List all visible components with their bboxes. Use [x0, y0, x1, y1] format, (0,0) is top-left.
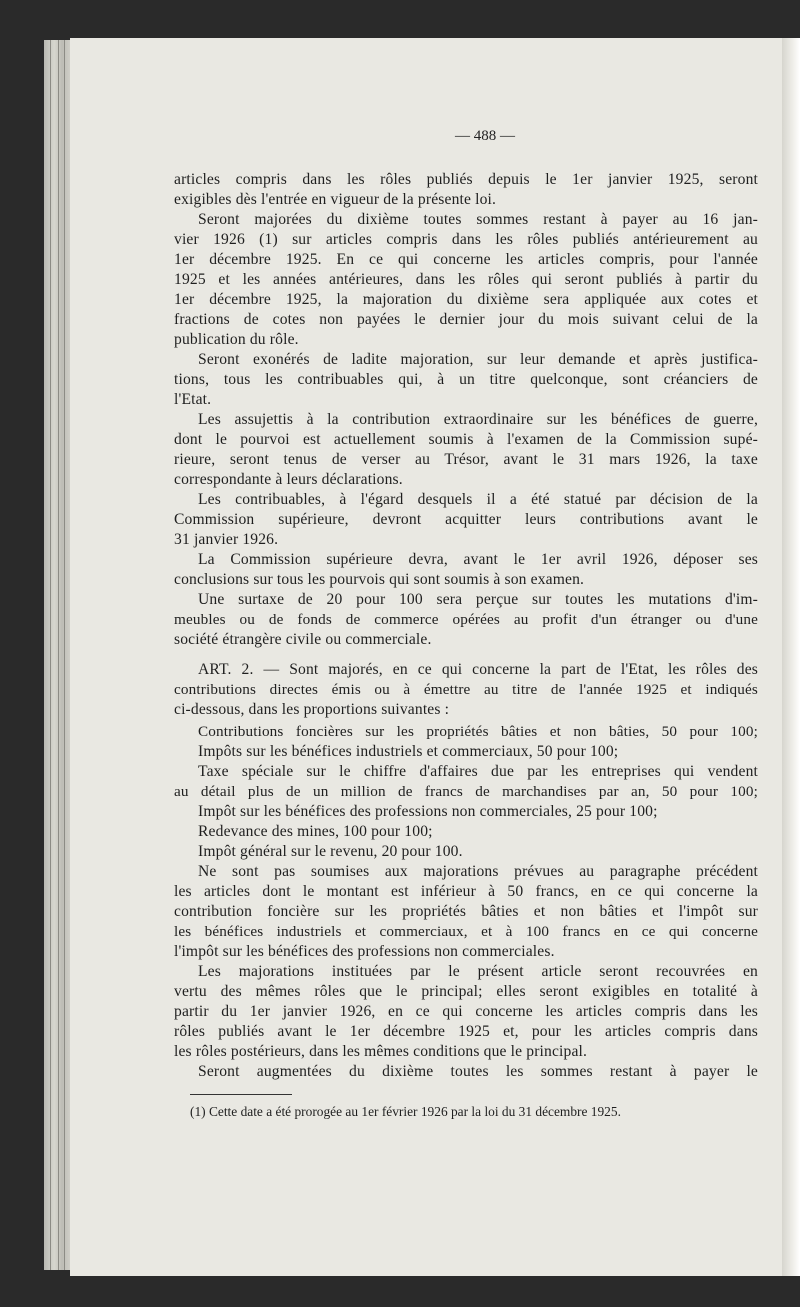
text-line: Une surtaxe de 20 pour 100 sera perçue sur toutes les mutations d'im-: [198, 591, 758, 608]
text-line: Les contribuables, à l'égard desquels il a été statué par décision de la: [198, 491, 758, 508]
text-line: meubles ou de fonds de commerce opérées au profit d'un étranger ou d'une: [174, 611, 758, 628]
text-line: contribution foncière sur les propriétés bâties et non bâties et l'impôt sur: [174, 903, 758, 920]
list-line: Redevance des mines, 100 pour 100;: [198, 823, 433, 840]
text-line: ci-dessous, dans les proportions suivantes :: [174, 701, 450, 718]
text-line: Les assujettis à la contribution extraordinaire sur les bénéfices de guerre,: [198, 411, 758, 428]
list-line: Impôt sur les bénéfices des professions non commerciales, 25 pour 100;: [198, 803, 658, 820]
text-line: Commission supérieure, devront acquitter leurs contributions avant le: [174, 511, 758, 528]
text-line: vertu des mêmes rôles que le principal; elles seront exigibles en totalité à: [174, 983, 758, 1000]
gutter-edge-line: [58, 40, 59, 1270]
text-line: correspondante à leurs déclarations.: [174, 471, 403, 488]
text-line: rieure, seront tenus de verser au Trésor, avant le 31 mars 1926, la taxe: [174, 451, 758, 468]
footnote: (1) Cette date a été prorogée au 1er février 1926 par la loi du 31 décembre 1925.: [190, 1104, 621, 1119]
list-line: Impôt général sur le revenu, 20 pour 100.: [198, 843, 463, 860]
list-line: au détail plus de un million de francs de marchandises par an, 50 pour 100;: [174, 783, 758, 800]
text-line: Ne sont pas soumises aux majorations prévues au paragraphe précédent: [198, 863, 758, 880]
text-line: 1er décembre 1925. En ce qui concerne les articles compris, pour l'année: [174, 251, 758, 268]
text-line: Les majorations instituées par le présent article seront recouvrées en: [198, 963, 758, 980]
text-line: 1er décembre 1925, la majoration du dixième sera appliquée aux cotes et: [174, 291, 758, 308]
list-line: Impôts sur les bénéfices industriels et commerciaux, 50 pour 100;: [198, 743, 619, 760]
page-right-edge: [782, 38, 800, 1276]
book-gutter: [44, 40, 70, 1270]
text-line: articles compris dans les rôles publiés depuis le 1er janvier 1925, seront: [174, 171, 758, 188]
text-line: exigibles dès l'entrée en vigueur de la présente loi.: [174, 191, 497, 208]
text-line: La Commission supérieure devra, avant le 1er avril 1926, déposer ses: [198, 551, 758, 568]
text-line: tions, tous les contribuables qui, à un titre quelconque, sont créanciers de: [174, 371, 758, 388]
text-line: l'Etat.: [174, 391, 212, 408]
list-line: Taxe spéciale sur le chiffre d'affaires due par les entreprises qui vendent: [198, 763, 758, 780]
text-line: société étrangère civile ou commerciale.: [174, 631, 432, 648]
text-line: 1925 et les années antérieures, dans les rôles qui seront publiés à partir du: [174, 271, 758, 288]
text-line: vier 1926 (1) sur articles compris dans les rôles publiés antérieurement au: [174, 231, 758, 248]
text-line: les rôles postérieurs, dans les mêmes conditions que le principal.: [174, 1043, 588, 1060]
text-line: Seront augmentées du dixième toutes les sommes restant à payer le: [198, 1063, 758, 1080]
gutter-edge-line: [50, 40, 51, 1270]
footnote-rule: [190, 1094, 292, 1095]
text-line: conclusions sur tous les pourvois qui sont soumis à son examen.: [174, 571, 585, 588]
text-line: fractions de cotes non payées le dernier jour du mois suivant celui de la: [174, 311, 758, 328]
text-line: Seront exonérés de ladite majoration, sur leur demande et après justifica-: [198, 351, 758, 368]
text-line: contributions directes émis ou à émettre au titre de l'année 1925 et indiqués: [174, 681, 758, 698]
text-line: l'impôt sur les bénéfices des professions non commerciales.: [174, 943, 555, 960]
text-line: les articles dont le montant est inférieur à 50 francs, en ce qui concerne la: [174, 883, 758, 900]
text-line: Seront majorées du dixième toutes sommes restant à payer au 16 jan-: [198, 211, 758, 228]
text-line: les bénéfices industriels et commerciaux, et à 100 francs en ce qui concerne: [174, 923, 758, 940]
text-line: publication du rôle.: [174, 331, 299, 348]
text-line: partir du 1er janvier 1926, en ce qui concerne les articles compris dans les: [174, 1003, 758, 1020]
text-line: 31 janvier 1926.: [174, 531, 279, 548]
list-line: Contributions foncières sur les propriétés bâties et non bâties, 50 pour 100;: [198, 723, 758, 740]
text-line: rôles publiés avant le 1er décembre 1925 et, pour les articles compris dans: [174, 1023, 758, 1040]
page-number: — 488 —: [455, 128, 515, 144]
text-line: dont le pourvoi est actuellement soumis à l'examen de la Commission supé-: [174, 431, 758, 448]
gutter-edge-line: [64, 40, 65, 1270]
article-heading-line: ART. 2. — Sont majorés, en ce qui concerne la part de l'Etat, les rôles des: [198, 661, 758, 678]
